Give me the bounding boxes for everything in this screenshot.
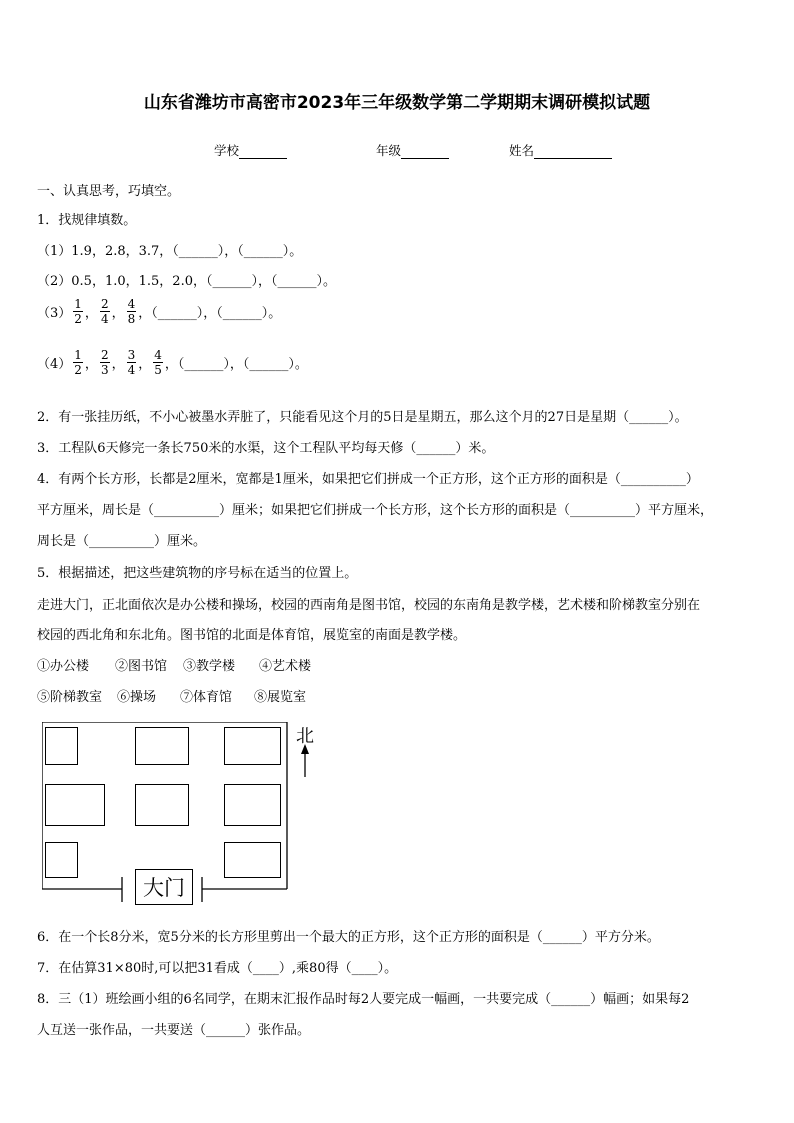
plot-north-center[interactable] [135, 727, 189, 765]
q3: 3．工程队6天修完一条长750米的水渠，这个工程队平均每天修（______）米。 [37, 441, 495, 456]
plot-center[interactable] [135, 784, 189, 826]
q5-desc2: 校园的西北角和东北角。图书馆的北面是体育馆，展览室的南面是教学楼。 [37, 628, 467, 643]
fraction: $\frac{3}{4}$ [127, 348, 136, 377]
grade-blank[interactable] [401, 144, 449, 159]
name-blank[interactable] [534, 144, 612, 159]
comma: ， [138, 357, 152, 372]
q2: 2．有一张挂历纸，不小心被墨水弄脏了，只能看见这个月的5日是星期五，那么这个月的27日是星期（______）。 [37, 410, 688, 425]
q5-stem: 5．根据描述，把这些建筑物的序号标在适当的位置上。 [37, 566, 358, 581]
option-item: ③教学楼 [183, 659, 236, 674]
option-item: ⑦体育馆 [180, 690, 233, 705]
school-label: 学校 [214, 143, 240, 158]
option-item: ②图书馆 [115, 659, 168, 674]
comma: ， [111, 357, 125, 372]
plot-west-middle[interactable] [45, 784, 105, 826]
q1-part3 [37, 297, 281, 326]
plot-northeast[interactable] [224, 727, 281, 765]
q4-line1: 4．有两个长方形，长都是2厘米，宽都是1厘米，如果把它们拼成一个正方形，这个正方形的面积是（__________） [37, 472, 699, 487]
north-label: 北 [296, 726, 314, 747]
q1-part4 [37, 348, 308, 377]
fraction: $\frac{2}{3}$ [100, 348, 109, 377]
plot-northwest[interactable] [45, 727, 78, 765]
q1-part1: （1）1.9，2.8，3.7，（______），（______）。 [37, 244, 303, 259]
option-item: ④艺术楼 [259, 659, 312, 674]
grade-field [376, 141, 449, 159]
comma: ， [111, 306, 125, 321]
q1-part3-suffix: ，（______），（______）。 [138, 306, 282, 321]
option-item: ⑤阶梯教室 [37, 690, 103, 705]
comma: ， [84, 306, 98, 321]
fraction: $\frac{1}{2}$ [74, 297, 82, 326]
q8-line2: 人互送一张作品，一共要送（______）张作品。 [37, 1023, 311, 1038]
q4-line3: 周长是（__________）厘米。 [37, 534, 207, 549]
option-item: ⑥操场 [117, 690, 157, 705]
plot-southeast[interactable] [224, 842, 281, 878]
q1-part3-prefix: （3） [37, 306, 72, 321]
option-item: ⑧展览室 [254, 690, 307, 705]
fraction: $\frac{4}{8}$ [127, 297, 136, 326]
option-item: ①办公楼 [37, 659, 90, 674]
plot-east-middle[interactable] [224, 784, 281, 826]
q1-part4-suffix: ，（______），（______）。 [164, 357, 308, 372]
q5-desc1: 走进大门，正北面依次是办公楼和操场，校园的西南角是图书馆，校园的东南角是教学楼，艺术楼和阶梯教室分别在 [37, 598, 701, 613]
name-label: 姓名 [509, 143, 535, 158]
comma: ， [84, 357, 98, 372]
campus-map [42, 722, 322, 907]
q6: 6．在一个长8分米，宽5分米的长方形里剪出一个最大的正方形，这个正方形的面积是（______）平方分米。 [37, 930, 660, 945]
q1-part4-prefix: （4） [37, 357, 72, 372]
q4-line2: 平方厘米，周长是（__________）厘米；如果把它们拼成一个长方形，这个长方形的面积是（__________）平方厘米， [37, 503, 714, 518]
fraction: $\frac{4}{5}$ [154, 348, 162, 377]
section-heading: 一、认真思考，巧填空。 [37, 184, 181, 199]
fraction: $\frac{2}{4}$ [100, 297, 109, 326]
q1-part2: （2）0.5，1.0，1.5，2.0，（______），（______）。 [37, 274, 336, 289]
school-blank[interactable] [239, 144, 287, 159]
q7: 7．在估算31×80时,可以把31看成（____）,乘80得（____）。 [37, 961, 398, 976]
page-title: 山东省潍坊市高密市2023年三年级数学第二学期期末调研模拟试题 [143, 93, 651, 113]
school-field [214, 141, 287, 159]
fraction: $\frac{1}{2}$ [74, 348, 82, 377]
name-field [509, 141, 612, 159]
gate-label: 大门 [135, 869, 193, 905]
q8-line1: 8．三（1）班绘画小组的6名同学，在期末汇报作品时每2人要完成一幅画，一共要完成（______）幅画；如果每2 [37, 992, 690, 1007]
grade-label: 年级 [376, 143, 402, 158]
q1-stem: 1．找规律填数。 [37, 213, 137, 228]
plot-southwest[interactable] [45, 842, 78, 878]
